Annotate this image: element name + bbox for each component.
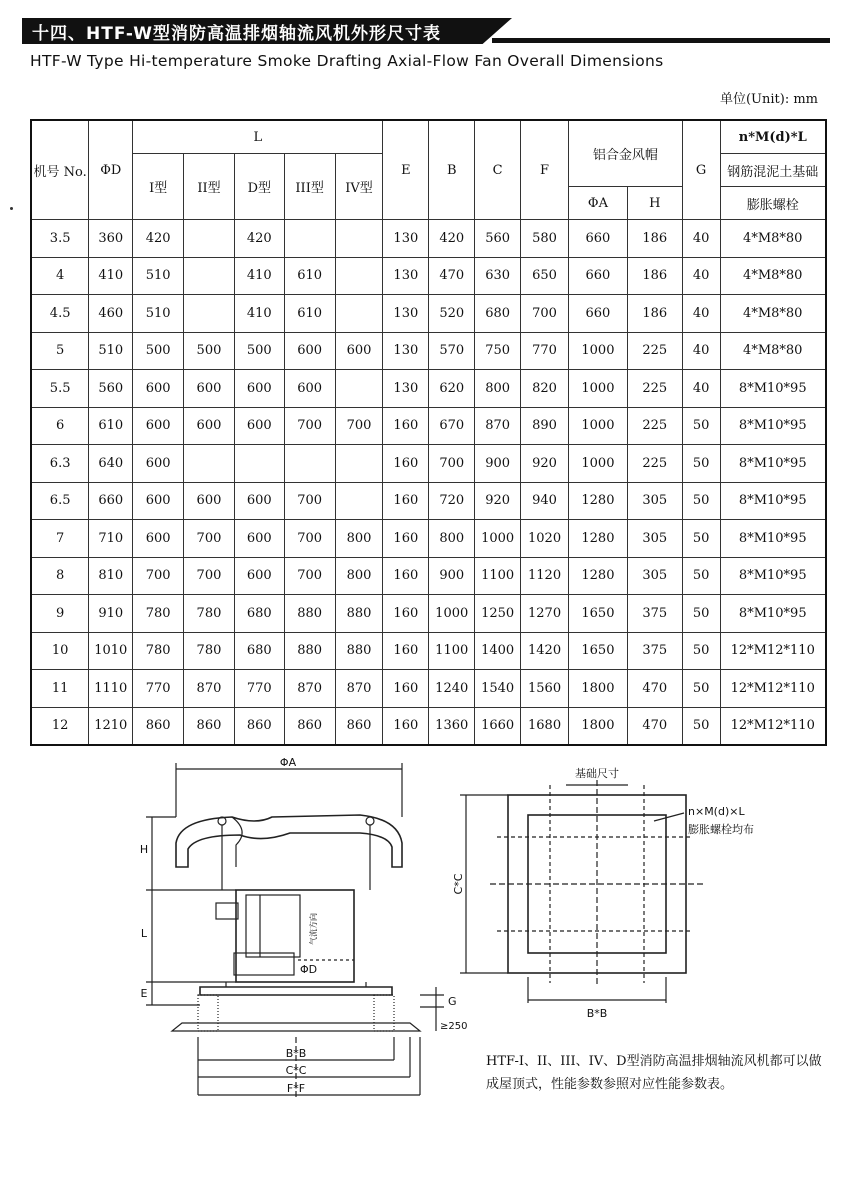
table-cell: 4.5 (31, 295, 89, 333)
table-cell: 870 (184, 670, 235, 708)
table-cell: 375 (627, 595, 682, 633)
cap-lug-right (366, 817, 374, 825)
table-row (31, 707, 826, 745)
table-cell: 500 (234, 332, 284, 370)
foundation-label: 基础尺寸 (575, 767, 619, 780)
table-cell: 800 (429, 520, 475, 558)
table-cell: 600 (234, 557, 284, 595)
header-no: 机号 No. (31, 120, 89, 220)
table-cell: 470 (627, 670, 682, 708)
table-cell: 1120 (521, 557, 569, 595)
table-cell: 1540 (475, 670, 521, 708)
table-cell: 8*M10*95 (720, 482, 826, 520)
table-cell: 510 (133, 295, 184, 333)
table-cell: 225 (627, 407, 682, 445)
table-cell: 8*M10*95 (720, 595, 826, 633)
table-cell: 510 (133, 257, 184, 295)
table-cell (234, 445, 284, 483)
motor-base (234, 953, 294, 975)
table-cell: 870 (475, 407, 521, 445)
table-cell: 600 (234, 520, 284, 558)
table-cell: 1280 (569, 482, 628, 520)
table-cell: 40 (682, 332, 720, 370)
table-cell: 660 (569, 257, 628, 295)
table-cell: 225 (627, 370, 682, 408)
table-cell: 4*M8*80 (720, 220, 826, 258)
table-cell: 560 (89, 370, 133, 408)
cc-plan-label: C*C (452, 873, 465, 895)
table-row (31, 370, 826, 408)
table-cell: 620 (429, 370, 475, 408)
airflow-label: 气流方向 (309, 913, 318, 945)
page-title: 十四、HTF-W型消防高温排烟轴流风机外形尺寸表 (32, 24, 441, 44)
table-cell: 50 (682, 595, 720, 633)
table-row (31, 257, 826, 295)
table-cell: 610 (284, 257, 335, 295)
table-cell: 50 (682, 707, 720, 745)
table-row (31, 632, 826, 670)
table-cell: 580 (521, 220, 569, 258)
table-cell: 880 (335, 632, 383, 670)
table-cell: 50 (682, 445, 720, 483)
table-row (31, 332, 826, 370)
bolt-note-label: 膨胀螺栓均布 (688, 823, 754, 836)
table-cell: 4*M8*80 (720, 295, 826, 333)
table-cell: 600 (133, 370, 184, 408)
footnote: HTF-I、II、III、IV、D型消防高温排烟轴流风机都可以做成屋顶式，性能参数参照对应性能参数表。 (486, 1054, 822, 1092)
table-cell: 700 (521, 295, 569, 333)
table-cell: 750 (475, 332, 521, 370)
table-cell: 460 (89, 295, 133, 333)
table-cell: 4*M8*80 (720, 332, 826, 370)
table-cell: 510 (89, 332, 133, 370)
table-cell: 8*M10*95 (720, 520, 826, 558)
table-cell: 1560 (521, 670, 569, 708)
header-g: G (682, 120, 720, 220)
dimensions-table (30, 119, 827, 746)
table-cell: 1000 (569, 332, 628, 370)
table-cell: 820 (521, 370, 569, 408)
table-row (31, 407, 826, 445)
table-cell: 600 (284, 370, 335, 408)
table-cell: 305 (627, 557, 682, 595)
table-row (31, 482, 826, 520)
table-cell: 770 (521, 332, 569, 370)
table-cell: 1000 (569, 370, 628, 408)
table-row (31, 445, 826, 483)
table-cell: 700 (284, 557, 335, 595)
table-cell: 1360 (429, 707, 475, 745)
table-cell: 860 (184, 707, 235, 745)
table-cell: 630 (475, 257, 521, 295)
table-cell: 1800 (569, 670, 628, 708)
table-cell: 600 (335, 332, 383, 370)
table-row (31, 557, 826, 595)
table-cell: 1280 (569, 557, 628, 595)
header-l-type-3: III型 (284, 154, 335, 220)
table-body (31, 220, 826, 746)
table-cell: 50 (682, 520, 720, 558)
stray-dot (10, 207, 13, 210)
table-cell: 130 (383, 332, 429, 370)
table-cell: 6 (31, 407, 89, 445)
table-cell (184, 220, 235, 258)
base-flange (200, 987, 392, 995)
table-cell (184, 295, 235, 333)
table-cell: 50 (682, 482, 720, 520)
table-cell: 160 (383, 670, 429, 708)
table-cell: 130 (383, 370, 429, 408)
table-cell: 680 (475, 295, 521, 333)
table-cell: 900 (475, 445, 521, 483)
table-cell: 160 (383, 557, 429, 595)
table-cell: 1650 (569, 632, 628, 670)
table-cell (284, 220, 335, 258)
table-cell: 1270 (521, 595, 569, 633)
table-cell: 700 (429, 445, 475, 483)
table-row (31, 520, 826, 558)
l-label: L (140, 927, 148, 940)
table-cell: 3.5 (31, 220, 89, 258)
table-cell: 40 (682, 220, 720, 258)
table-cell: 500 (133, 332, 184, 370)
fan-cap (176, 815, 402, 867)
table-cell: 40 (682, 257, 720, 295)
table-cell: 1010 (89, 632, 133, 670)
table-cell: 1250 (475, 595, 521, 633)
table-cell: 640 (89, 445, 133, 483)
table-cell: 860 (284, 707, 335, 745)
bb-plan-label: B*B (586, 1007, 608, 1020)
table-cell (284, 445, 335, 483)
table-cell: 8*M10*95 (720, 445, 826, 483)
table-cell (335, 482, 383, 520)
motor (246, 895, 300, 957)
table-row (31, 295, 826, 333)
bolt-spec-label: n×M(d)×L (688, 805, 745, 818)
junction-box (216, 903, 238, 919)
table-cell: 420 (234, 220, 284, 258)
table-cell: 6.3 (31, 445, 89, 483)
table-cell: 375 (627, 632, 682, 670)
ge250-label: ≥250 (440, 1021, 468, 1032)
table-cell: 920 (475, 482, 521, 520)
table-row (31, 220, 826, 258)
header-bolt-mid: 钢筋混泥土基础 (720, 154, 826, 187)
table-cell: 610 (284, 295, 335, 333)
table-cell: 800 (335, 557, 383, 595)
table-cell: 700 (184, 520, 235, 558)
unit-label: 单位(Unit): mm (719, 92, 818, 107)
table-cell: 1020 (521, 520, 569, 558)
table-cell: 600 (234, 482, 284, 520)
bb-label: B*B (285, 1047, 307, 1060)
table-row (31, 595, 826, 633)
table-cell: 4*M8*80 (720, 257, 826, 295)
table-cell: 160 (383, 407, 429, 445)
header-e: E (383, 120, 429, 220)
table-cell: 470 (627, 707, 682, 745)
table-cell: 1000 (569, 445, 628, 483)
table-cell: 305 (627, 482, 682, 520)
table-cell: 610 (89, 407, 133, 445)
table-cell: 700 (284, 520, 335, 558)
table-cell: 470 (429, 257, 475, 295)
table-cell: 570 (429, 332, 475, 370)
table-cell: 600 (234, 370, 284, 408)
table-cell (335, 257, 383, 295)
header-phia: ΦA (569, 187, 628, 220)
table-cell: 700 (335, 407, 383, 445)
table-cell: 910 (89, 595, 133, 633)
table-cell: 420 (133, 220, 184, 258)
table-cell: 520 (429, 295, 475, 333)
table-cell: 50 (682, 557, 720, 595)
table-cell: 1000 (475, 520, 521, 558)
table-cell: 780 (184, 595, 235, 633)
table-cell: 600 (184, 407, 235, 445)
table-cell (184, 257, 235, 295)
table-cell: 880 (335, 595, 383, 633)
table-cell: 880 (284, 632, 335, 670)
table-cell: 700 (284, 482, 335, 520)
table-cell (184, 445, 235, 483)
table-cell: 1420 (521, 632, 569, 670)
table-cell: 800 (475, 370, 521, 408)
table-cell: 600 (133, 445, 184, 483)
table-cell: 186 (627, 295, 682, 333)
table-cell: 860 (335, 707, 383, 745)
table-cell: 4 (31, 257, 89, 295)
table-cell: 860 (234, 707, 284, 745)
table-cell: 780 (133, 595, 184, 633)
concrete-left (198, 995, 218, 1031)
table-cell: 680 (234, 595, 284, 633)
table-cell: 600 (133, 482, 184, 520)
table-cell: 1210 (89, 707, 133, 745)
header-row-1 (31, 120, 826, 154)
table-cell: 1100 (429, 632, 475, 670)
table-cell: 660 (569, 295, 628, 333)
table-cell: 12 (31, 707, 89, 745)
table-cell: 890 (521, 407, 569, 445)
table-cell: 160 (383, 632, 429, 670)
header-cap: 铝合金风帽 (569, 120, 683, 187)
header-phid: ΦD (89, 120, 133, 220)
table-cell: 360 (89, 220, 133, 258)
table-cell: 12*M12*110 (720, 707, 826, 745)
table-cell: 870 (335, 670, 383, 708)
table-cell: 1400 (475, 632, 521, 670)
table-cell: 780 (133, 632, 184, 670)
table-cell: 940 (521, 482, 569, 520)
header-l-type-d: D型 (234, 154, 284, 220)
table-cell: 305 (627, 520, 682, 558)
table-cell: 700 (284, 407, 335, 445)
header-l-type-1: I型 (133, 154, 184, 220)
table-cell: 160 (383, 445, 429, 483)
header-l-type-4: IV型 (335, 154, 383, 220)
table-cell: 710 (89, 520, 133, 558)
table-cell: 720 (429, 482, 475, 520)
table-cell: 700 (133, 557, 184, 595)
table-cell: 50 (682, 632, 720, 670)
table-cell: 8*M10*95 (720, 370, 826, 408)
table-cell: 650 (521, 257, 569, 295)
table-cell: 130 (383, 220, 429, 258)
table-cell: 130 (383, 295, 429, 333)
table-cell: 410 (89, 257, 133, 295)
table-cell (335, 370, 383, 408)
table-cell: 186 (627, 220, 682, 258)
header-c: C (475, 120, 521, 220)
table-cell: 12*M12*110 (720, 632, 826, 670)
table-cell: 225 (627, 332, 682, 370)
table-cell: 8 (31, 557, 89, 595)
table-cell: 410 (234, 257, 284, 295)
table-cell: 680 (234, 632, 284, 670)
table-cell: 700 (184, 557, 235, 595)
table-cell: 780 (184, 632, 235, 670)
header-l-type-2: II型 (184, 154, 235, 220)
table-cell: 500 (184, 332, 235, 370)
table-cell: 410 (234, 295, 284, 333)
table-cell: 660 (89, 482, 133, 520)
table-cell: 600 (184, 482, 235, 520)
table-cell: 50 (682, 407, 720, 445)
table-cell: 1100 (475, 557, 521, 595)
table-cell: 1000 (569, 407, 628, 445)
table-cell: 770 (234, 670, 284, 708)
table-cell: 880 (284, 595, 335, 633)
table-cell (335, 445, 383, 483)
table-cell: 1240 (429, 670, 475, 708)
table-cell: 770 (133, 670, 184, 708)
table-cell: 1800 (569, 707, 628, 745)
table-cell: 660 (569, 220, 628, 258)
table-cell: 5.5 (31, 370, 89, 408)
header-bolt-bot: 膨胀螺栓 (720, 187, 826, 220)
header-h: H (627, 187, 682, 220)
concrete-right (374, 995, 394, 1031)
phid-label: ΦD (300, 963, 318, 976)
title-bar (22, 18, 830, 44)
table-cell: 1650 (569, 595, 628, 633)
table-cell: 870 (284, 670, 335, 708)
h-label: H (139, 843, 149, 856)
table-cell: 600 (133, 407, 184, 445)
table-cell: 8*M10*95 (720, 407, 826, 445)
header-b: B (429, 120, 475, 220)
table-cell: 420 (429, 220, 475, 258)
table-cell: 12*M12*110 (720, 670, 826, 708)
g-label: G (448, 995, 457, 1008)
table-cell: 1680 (521, 707, 569, 745)
roof-slab (172, 1023, 420, 1031)
table-cell: 8*M10*95 (720, 557, 826, 595)
header-l: L (133, 120, 383, 154)
table-cell: 860 (133, 707, 184, 745)
cap-inner-curve (232, 817, 242, 867)
header-f: F (521, 120, 569, 220)
table-cell: 40 (682, 370, 720, 408)
table-cell: 1000 (429, 595, 475, 633)
table-cell: 1660 (475, 707, 521, 745)
table-cell: 560 (475, 220, 521, 258)
table-cell (335, 295, 383, 333)
table-cell: 160 (383, 482, 429, 520)
table-cell: 1110 (89, 670, 133, 708)
table-cell: 160 (383, 520, 429, 558)
ff-label: F*F (286, 1082, 306, 1095)
cc-label: C*C (285, 1064, 307, 1077)
table-cell: 50 (682, 670, 720, 708)
table-cell: 5 (31, 332, 89, 370)
table-cell: 160 (383, 707, 429, 745)
table-cell: 186 (627, 257, 682, 295)
table-cell: 40 (682, 295, 720, 333)
table-cell: 900 (429, 557, 475, 595)
table-cell: 920 (521, 445, 569, 483)
table-cell: 800 (335, 520, 383, 558)
table-cell: 6.5 (31, 482, 89, 520)
table-cell: 1280 (569, 520, 628, 558)
table-cell: 670 (429, 407, 475, 445)
e-label: E (140, 987, 148, 1000)
title-underline (492, 38, 830, 43)
table-cell: 225 (627, 445, 682, 483)
table-cell: 810 (89, 557, 133, 595)
header-bolt-top: n*M(d)*L (720, 120, 826, 154)
fan-body (236, 890, 354, 982)
table-cell: 600 (184, 370, 235, 408)
table-cell: 11 (31, 670, 89, 708)
table-cell: 7 (31, 520, 89, 558)
table-cell: 160 (383, 595, 429, 633)
page-subtitle: HTF-W Type Hi-temperature Smoke Drafting Axial-Flow Fan Overall Dimensions (30, 52, 664, 70)
table-cell (335, 220, 383, 258)
phia-label: ΦA (279, 756, 297, 769)
table-cell: 600 (284, 332, 335, 370)
table-cell: 600 (133, 520, 184, 558)
table-cell: 9 (31, 595, 89, 633)
table-row (31, 670, 826, 708)
table-cell: 600 (234, 407, 284, 445)
table-cell: 130 (383, 257, 429, 295)
table-cell: 10 (31, 632, 89, 670)
